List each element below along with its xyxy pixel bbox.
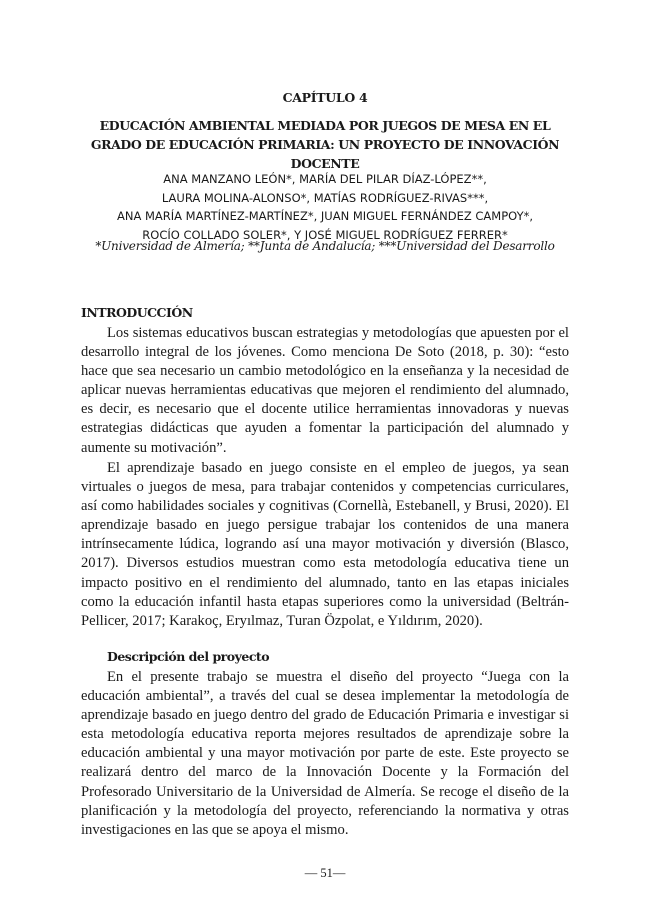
paragraph: El aprendizaje basado en juego consiste en el empleo de juegos, ya sean virtuales o juegos de mesa, para trabajar contenidos y competencias curriculares, así como habilidades sociales y cognitivas (Cornellà, Estebanell, y Brusi, 2020). El aprendizaje basado en juego persigue trabajar los contenidos de una manera intrínsecamente lúdica, logrando así una mayor motivación y diversión (Blasco, 2017). Diversos estudios muestran como esta metodología educativa tiene un impacto positivo en el rendimiento del alumnado, tanto en las etapas iniciales como la educación infantil hasta etapas superiores como la universidad (Beltrán-Pellicer, 2017; Karakoç, Eryılmaz, Turan Özpolat, e Yıldırım, 2020). (81, 460, 569, 629)
author-line: LAURA MOLINA-ALONSO*, MATÍAS RODRÍGUEZ-RIVAS***, (161, 190, 489, 205)
author-line: ROCÍO COLLADO SOLER*, Y JOSÉ MIGUEL RODRÍGUEZ FERRER* (142, 227, 508, 242)
section-heading-introduccion: INTRODUCCIÓN (81, 305, 193, 320)
paragraph: En el presente trabajo se muestra el diseño del proyecto “Juega con la educación ambiental”, a través del cual se desea implementar la metodología de aprendizaje basado en juego dentro del grado de Educación Primaria e investigar si esta metodología educativa reporta mejores resultados de aprendizaje sobre la educación ambiental y una mayor motivación por parte de este. Este proyecto se realizará dentro del marco de la Innovación Docente y la Formación del Profesorado Universitario de la Universidad de Almería. Se recoge el diseño de la planificación y la metodología del proyecto, referenciando la normativa y otras investigaciones en las que se apoya el mismo. (81, 669, 569, 838)
subsection-heading-descripcion: Descripción del proyecto (107, 649, 270, 664)
chapter-title: EDUCACIÓN AMBIENTAL MEDIADA POR JUEGOS DE MESA EN EL GRADO DE EDUCACIÓN PRIMARIA: UN PROYECTO DE INNOVACIÓN DOCENTE (90, 118, 560, 171)
page-number: — 51— (304, 866, 346, 880)
author-line: ANA MANZANO LEÓN*, MARÍA DEL PILAR DÍAZ-LÓPEZ**, (163, 172, 487, 186)
affiliations: *Universidad de Almería; **Junta de Andalucía; ***Universidad del Desarrollo (95, 239, 555, 253)
chapter-label: CAPÍTULO 4 (282, 90, 368, 105)
author-list (60, 170, 590, 244)
author-line: ANA MARÍA MARTÍNEZ-MARTÍNEZ*, JUAN MIGUEL FERNÁNDEZ CAMPOY*, (116, 209, 534, 223)
paragraph: Los sistemas educativos buscan estrategias y metodologías que apuesten por el desarrollo integral de los jóvenes. Como menciona De Soto (2018, p. 30): “esto hace que sea necesario un cambio metodológico en la enseñanza y la necesidad de aplicar nuevas herramientas educativas que mejoren el rendimiento del alumnado, es decir, es necesario que el docente utilice herramientas innovadoras y nuevas estrategias didácticas que ayuden a fomentar la participación del alumnado y aumente su motivación”. (81, 325, 569, 456)
